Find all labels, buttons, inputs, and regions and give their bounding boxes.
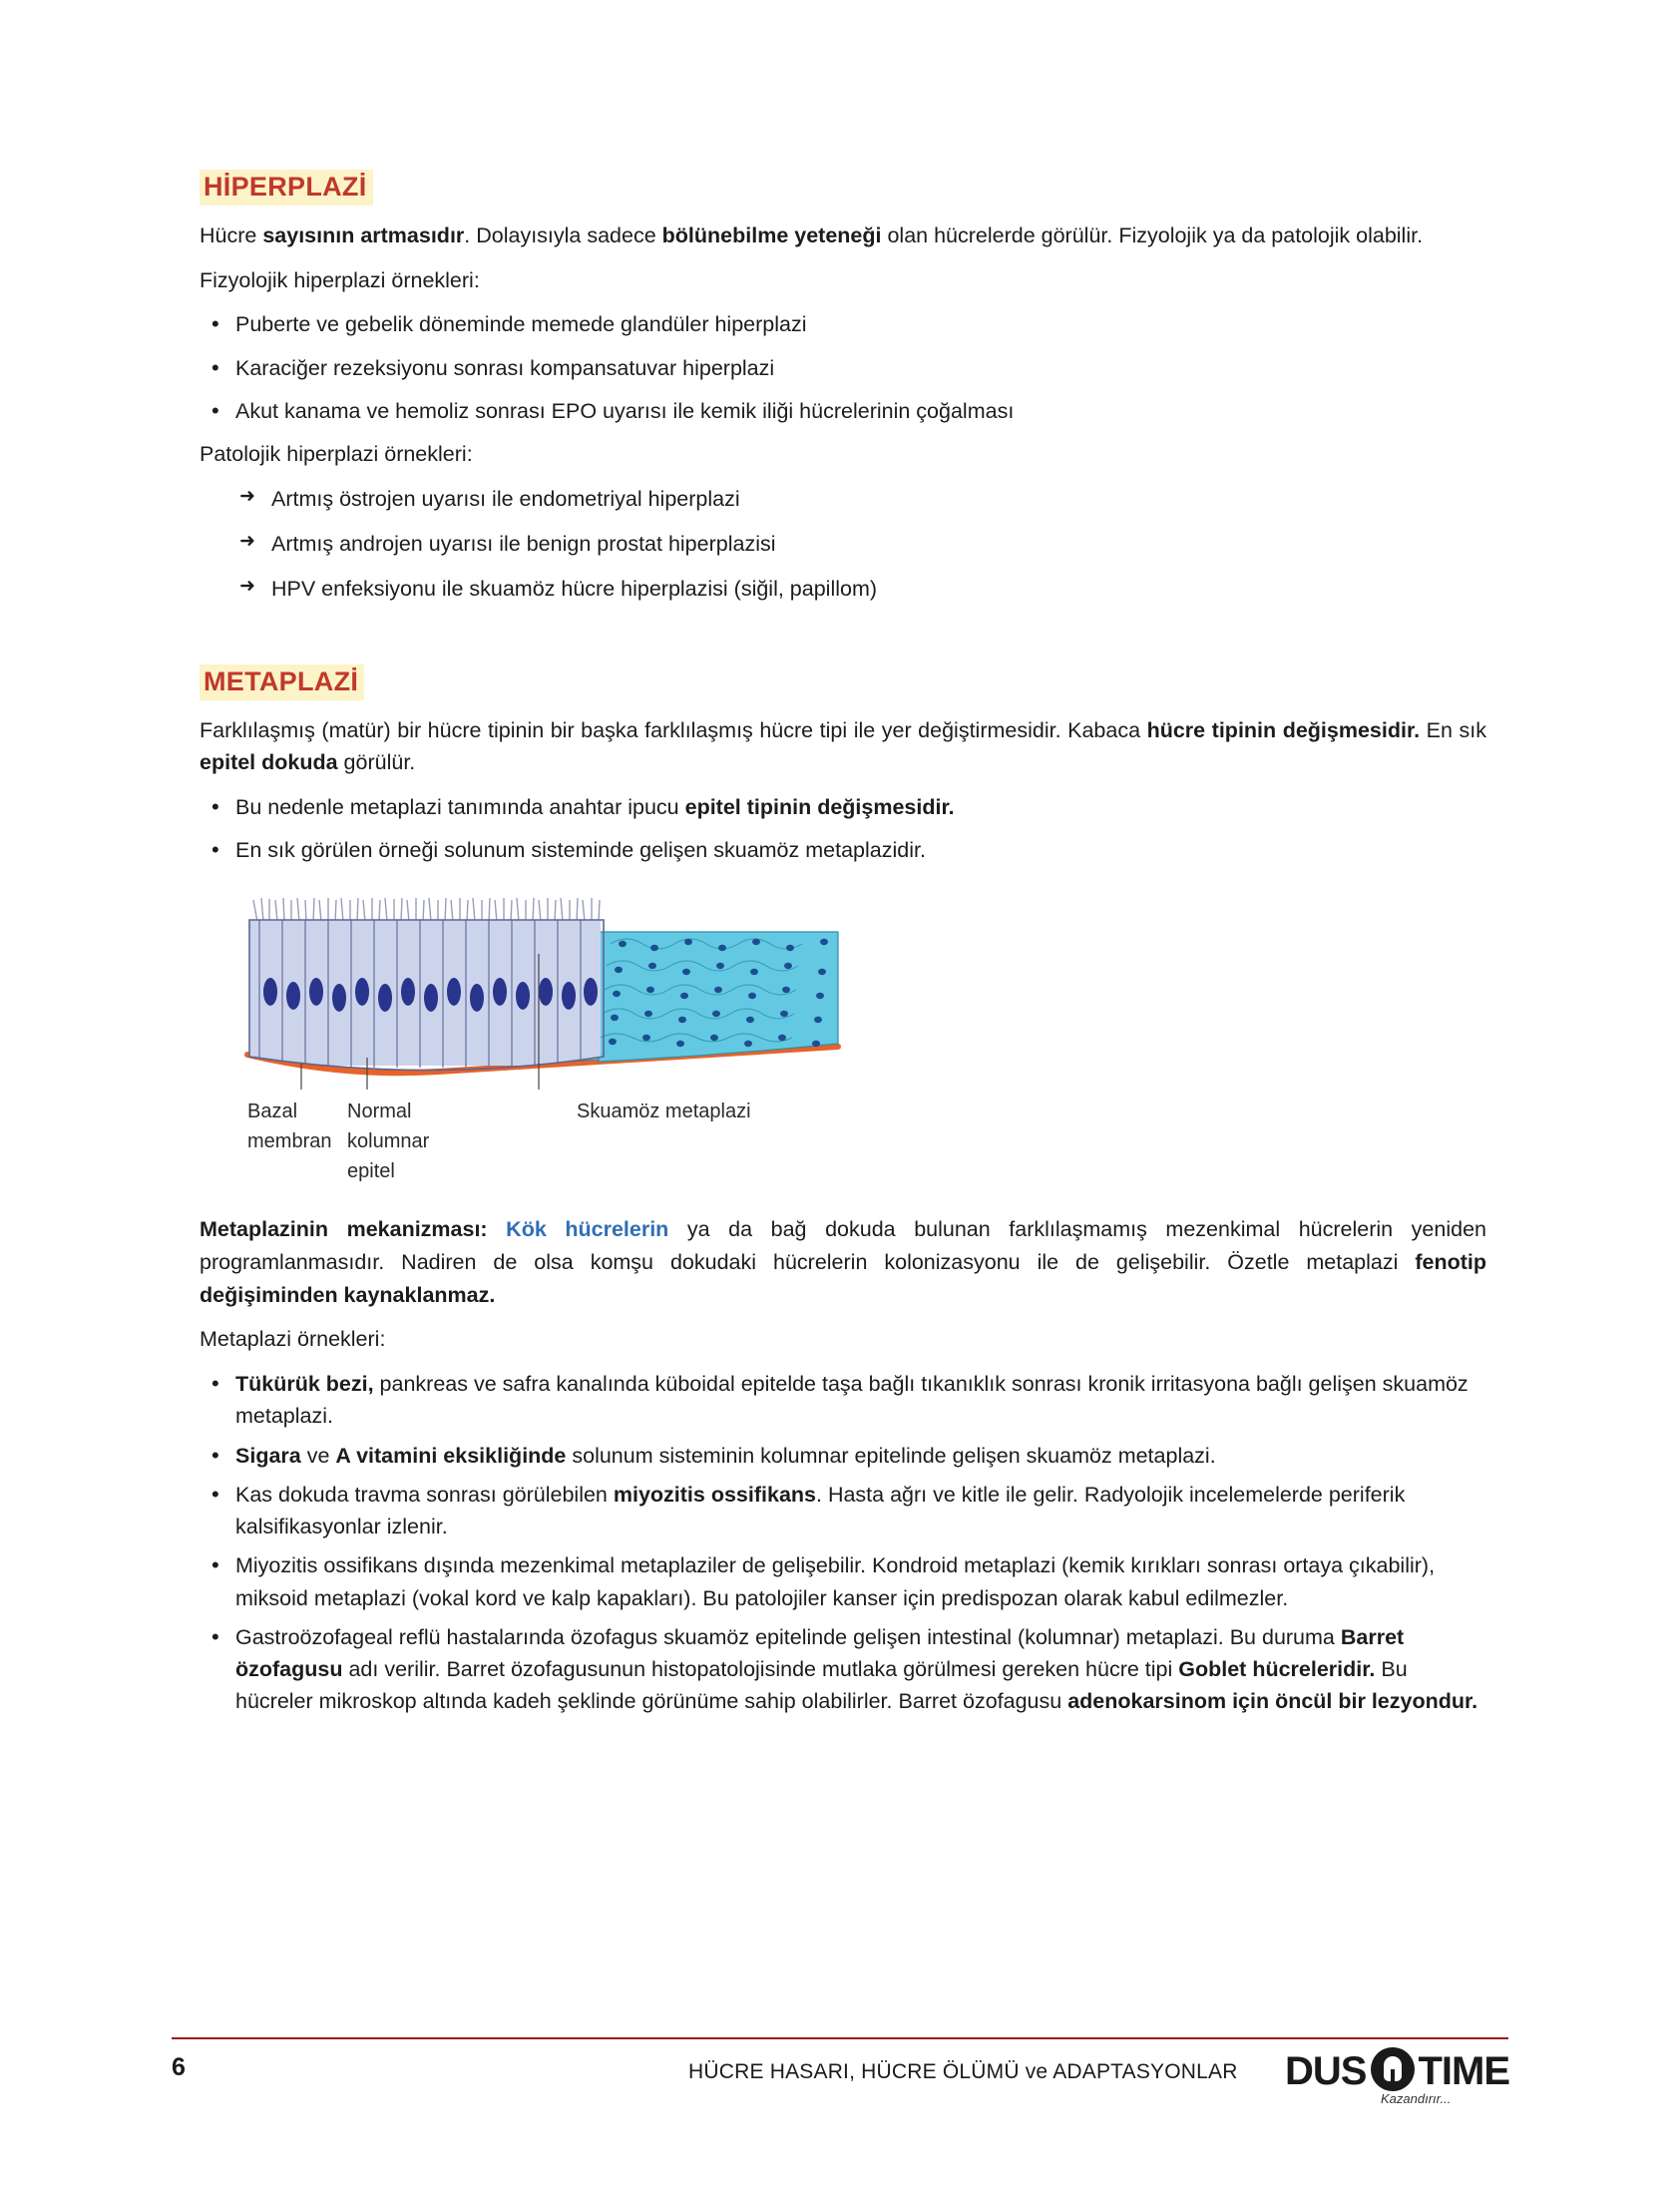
- metaplazi-intro: Farklılaşmış (matür) bir hücre tipinin bir başka farklılaşmış hücre tipi ile yer değiştirmesidir. Kabaca hücre tipinin değişmesidir. En sık epitel dokuda görülür.: [200, 717, 1486, 775]
- section-hiperplazi: [200, 170, 1486, 606]
- section-heading-metaplazi: METAPLAZİ: [200, 664, 364, 700]
- figure-spacer: [200, 1199, 1486, 1213]
- hiperplazi-patolojik-list: [200, 483, 1486, 606]
- hiperplazi-subtitle-patolojik: Patolojik hiperplazi örnekleri:: [200, 442, 473, 467]
- figure-skuamoz-metaplazi: [200, 892, 1486, 1181]
- list-item: • Puberte ve gebelik döneminde memede glandüler hiperplazi: [200, 308, 1486, 340]
- section-heading-hiperplazi: HİPERPLAZİ: [200, 170, 373, 206]
- list-item: ➜ Artmış androjen uyarısı ile benign prostat hiperplazisi: [237, 528, 1486, 560]
- list-item: ➜ HPV enfeksiyonu ile skuamöz hücre hiperplazisi (siğil, papillom): [237, 573, 1486, 605]
- section-metaplazi: [200, 664, 1486, 1718]
- hiperplazi-fizyolojik-list: [200, 308, 1486, 427]
- page-content: [200, 170, 1486, 1728]
- logo-text-dus: DUS: [1285, 2049, 1367, 2093]
- metaplazi-mechanism: Metaplazinin mekanizması: Kök hücrelerin ya da bağ dokuda bulunan farklılaşmamış mezenkimal hücrelerin yeniden programlanmasıdır. Nadiren de olsa komşu dokudaki hücrelerin kolonizasyonu ile de gelişebilir. Özetle metaplazi fenotip değişiminden kaynaklanmaz.: [200, 1217, 1486, 1307]
- list-item: • Akut kanama ve hemoliz sonrası EPO uyarısı ile kemik iliği hücrelerinin çoğalması: [200, 395, 1486, 427]
- list-item: • Karaciğer rezeksiyonu sonrası kompansatuvar hiperplazi: [200, 352, 1486, 384]
- metaplazi-key-list: [200, 791, 1486, 867]
- list-item: • Gastroözofageal reflü hastalarında özofagus skuamöz epitelinde gelişen intestinal (kolumnar) metaplazi. Bu duruma Barret özofagusu adı verilir. Barret özofagusunun histopatolojisinde mutlaka görülmesi gereken hücre tipi Goblet hücreleridir. Bu hücreler mikroskop altında kadeh şeklinde görünüme sahip olabilirler. Barret özofagusu adenokarsinom için öncül bir lezyondur.: [200, 1621, 1486, 1718]
- footer-divider: [172, 2037, 1508, 2039]
- figure-label-skuamoz-metaplazi: Skuamöz metaplazi: [577, 1100, 751, 1123]
- logo-tagline: Kazandırır...: [1381, 2091, 1452, 2106]
- page-number: 6: [172, 2053, 186, 2081]
- figure-label-normal-kolumnar-epitel: Normal kolumnar epitel: [347, 1100, 430, 1183]
- list-item: • Tükürük bezi, pankreas ve safra kanalında küboidal epitelde taşa bağlı tıkanıklık sonrası kronik irritasyona bağlı gelişen skuamöz metaplazi.: [200, 1368, 1486, 1433]
- metaplazi-examples-list: [200, 1368, 1486, 1718]
- list-item: • Sigara ve A vitamini eksikliğinde solunum sisteminin kolumnar epitelinde gelişen skuamöz metaplazi.: [200, 1440, 1486, 1472]
- list-item: • Bu nedenle metaplazi tanımında anahtar ipucu epitel tipinin değişmesidir.: [200, 791, 1486, 823]
- logo-text-time: TIME: [1418, 2049, 1509, 2093]
- hiperplazi-subtitle-fizyolojik: Fizyolojik hiperplazi örnekleri:: [200, 267, 480, 292]
- list-item: • Miyozitis ossifikans dışında mezenkimal metaplaziler de gelişebilir. Kondroid metaplazi (kemik kırıkları sonrası ortaya çıkabilir), miksoid metaplazi (vokal kord ve kalp kapakları). Bu patolojiler kanser için predispozan olarak kabul edilmezler.: [200, 1549, 1486, 1614]
- hiperplazi-intro: Hücre sayısının artmasıdır. Dolayısıyla sadece bölünebilme yeteneği olan hücrelerde görülür. Fizyolojik ya da patolojik olabilir.: [200, 223, 1424, 248]
- tooth-icon: [1384, 2056, 1402, 2081]
- list-item: • En sık görülen örneği solunum sisteminde gelişen skuamöz metaplazidir.: [200, 834, 1486, 866]
- figure-image: [239, 892, 858, 1096]
- metaplazi-subtitle-ornekler: Metaplazi örnekleri:: [200, 1327, 386, 1352]
- brand-logo: [1285, 2045, 1512, 2107]
- list-item: • Kas dokuda travma sonrası görülebilen miyozitis ossifikans. Hasta ağrı ve kitle ile gelir. Radyolojik incelemelerde periferik kalsifikasyonlar izlenir.: [200, 1479, 1486, 1543]
- list-item: ➜ Artmış östrojen uyarısı ile endometriyal hiperplazi: [237, 483, 1486, 515]
- section-spacer: [200, 619, 1486, 664]
- figure-label-bazal-membran: Bazal membran: [247, 1100, 332, 1153]
- footer-chapter-title: HÜCRE HASARI, HÜCRE ÖLÜMÜ ve ADAPTASYONLAR: [688, 2060, 1238, 2083]
